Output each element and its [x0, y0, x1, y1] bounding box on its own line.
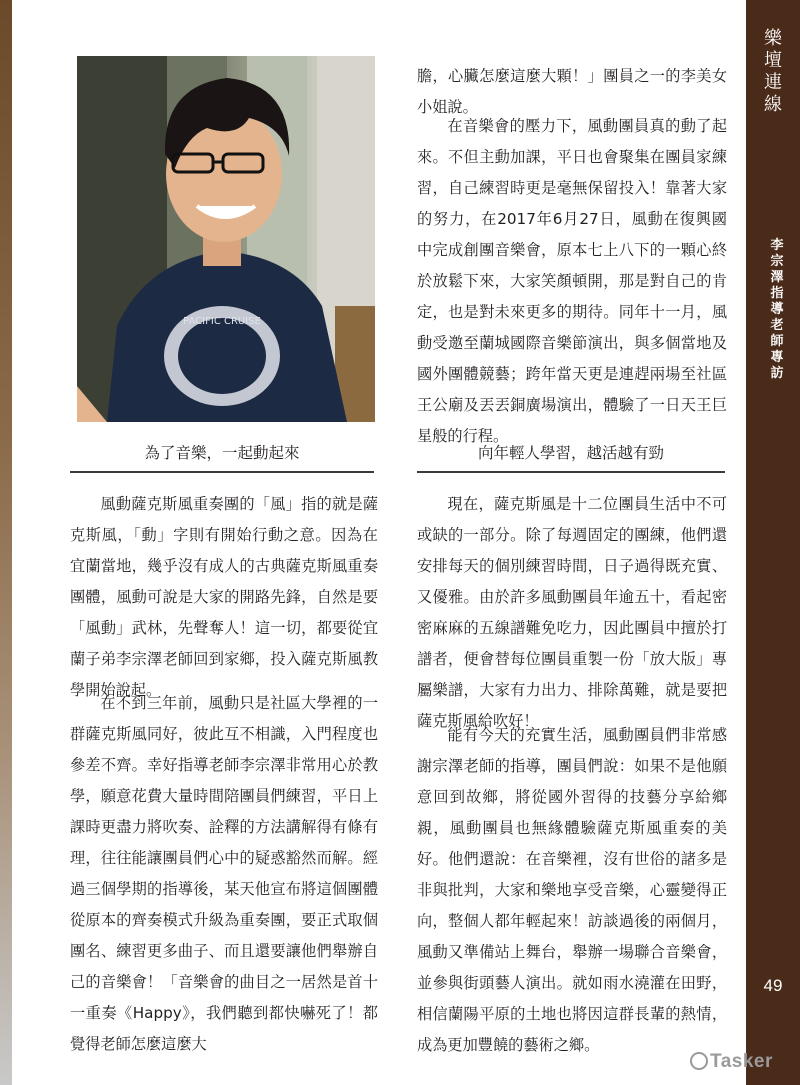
- left-section-heading: 為了音樂，一起動起來: [144, 444, 300, 462]
- article-tag-char: 指: [770, 286, 784, 301]
- article-tag-char: 老: [770, 318, 784, 333]
- left-paragraph-1: 風動薩克斯風重奏團的「風」指的就是薩克斯風，「動」字則有開始行動之意。因為在宜蘭當地，幾乎沒有成人的古典薩克斯風重奏團體，風動可說是大家的開路先鋒，自然是要「風動」武林，先聲奪人！這一切，都要從宜蘭子弟李宗澤老師回到家鄉，投入薩克斯風教學開始說起。: [70, 495, 378, 699]
- section-title-char: 樂: [764, 28, 782, 49]
- portrait-illustration: [77, 56, 375, 422]
- right-heading-rule: [417, 471, 725, 473]
- watermark: [690, 1051, 773, 1073]
- left-heading-rule: [70, 471, 374, 473]
- right-section-heading: 向年輕人學習，越活越有勁: [477, 444, 664, 462]
- watermark-logo-icon: [690, 1052, 708, 1070]
- article-tag-char: 李: [770, 238, 784, 253]
- page-number: 49: [763, 976, 783, 995]
- portrait-photo: [77, 56, 375, 422]
- section-title-char: 壇: [764, 50, 782, 71]
- right-paragraph-continued: 膽，心臟怎麼這麼大顆！」團員之一的李美女小姐說。: [417, 67, 727, 116]
- article-tag: [762, 238, 792, 382]
- sidebar-tab-shape: [746, 0, 800, 1085]
- section-title-char: 線: [764, 94, 782, 115]
- section-title: [756, 28, 790, 116]
- article-tag-char: 專: [770, 350, 784, 365]
- right-paragraph-2: 現在，薩克斯風是十二位團員生活中不可或缺的一部分。除了每週固定的團練，他們還安排每天的個別練習時間，日子過得既充實、又優雅。由於許多風動團員年逾五十，看起密密麻麻的五線譜難免吃力，因此團員中擅於打譜者，便會替每位團員重製一份「放大版」專屬樂譜，大家有力出力、排除萬難，就是要把薩克斯風給吹好！: [417, 495, 727, 730]
- shirt-print-text: PACIFIC CRUISE: [183, 316, 261, 327]
- page-spine-strip: [0, 0, 12, 1085]
- section-title-char: 連: [764, 72, 782, 93]
- article-tag-char: 師: [770, 334, 784, 349]
- article-tag-char: 澤: [770, 270, 784, 285]
- article-tag-char: 訪: [770, 366, 784, 381]
- section-sidebar: [746, 0, 800, 1085]
- article-tag-char: 宗: [770, 254, 784, 269]
- right-paragraph-1: 在音樂會的壓力下，風動團員真的動了起來。不但主動加課，平日也會聚集在團員家練習，自己練習時更是毫無保留投入！靠著大家的努力，在2017年6月27日，風動在復興國中完成創團音樂會，原本七上八下的一顆心終於放鬆下來，大家笑顏頓開，那是對自己的肯定，也是對未來更多的期待。同年十一月，風動受邀至蘭城國際音樂節演出，與多個當地及國外團體競藝；跨年當天更是連趕兩場至社區王公廟及丟丟銅廣場演出，體驗了一日天王巨星般的行程。: [417, 117, 727, 445]
- article-tag-char: 導: [770, 302, 784, 317]
- left-paragraph-2: 在不到三年前，風動只是社區大學裡的一群薩克斯風同好，彼此互不相識，入門程度也參差不齊。幸好指導老師李宗澤非常用心於教學，願意花費大量時間陪團員們練習，平日上課時更盡力將吹奏、詮釋的方法講解得有條有理，往往能讓團員們心中的疑惑豁然而解。經過三個學期的指導後，某天他宣布將這個團體從原本的齊奏模式升級為重奏團，要正式取個團名、練習更多曲子、而且還要讓他們舉辦自己的音樂會！「音樂會的曲目之一居然是首十一重奏《Happy》，我們聽到都快嚇死了！都覺得老師怎麼這麼大: [70, 694, 378, 1053]
- right-paragraph-3: 能有今天的充實生活，風動團員們非常感謝宗澤老師的指導，團員們說：如果不是他願意回到故鄉，將從國外習得的技藝分享給鄉親，風動團員也無緣體驗薩克斯風重奏的美好。他們還說：在音樂裡，沒有世俗的諸多是非與批判，大家和樂地享受音樂，心靈變得正向，整個人都年輕起來！訪談過後的兩個月，風動又準備站上舞台，舉辦一場聯合音樂會，並參與街頭藝人演出。就如雨水澆灌在田野，相信蘭陽平原的土地也將因這群長輩的熱情，成為更加豐饒的藝術之鄉。: [417, 726, 727, 1054]
- watermark-text: Tasker: [710, 1051, 773, 1072]
